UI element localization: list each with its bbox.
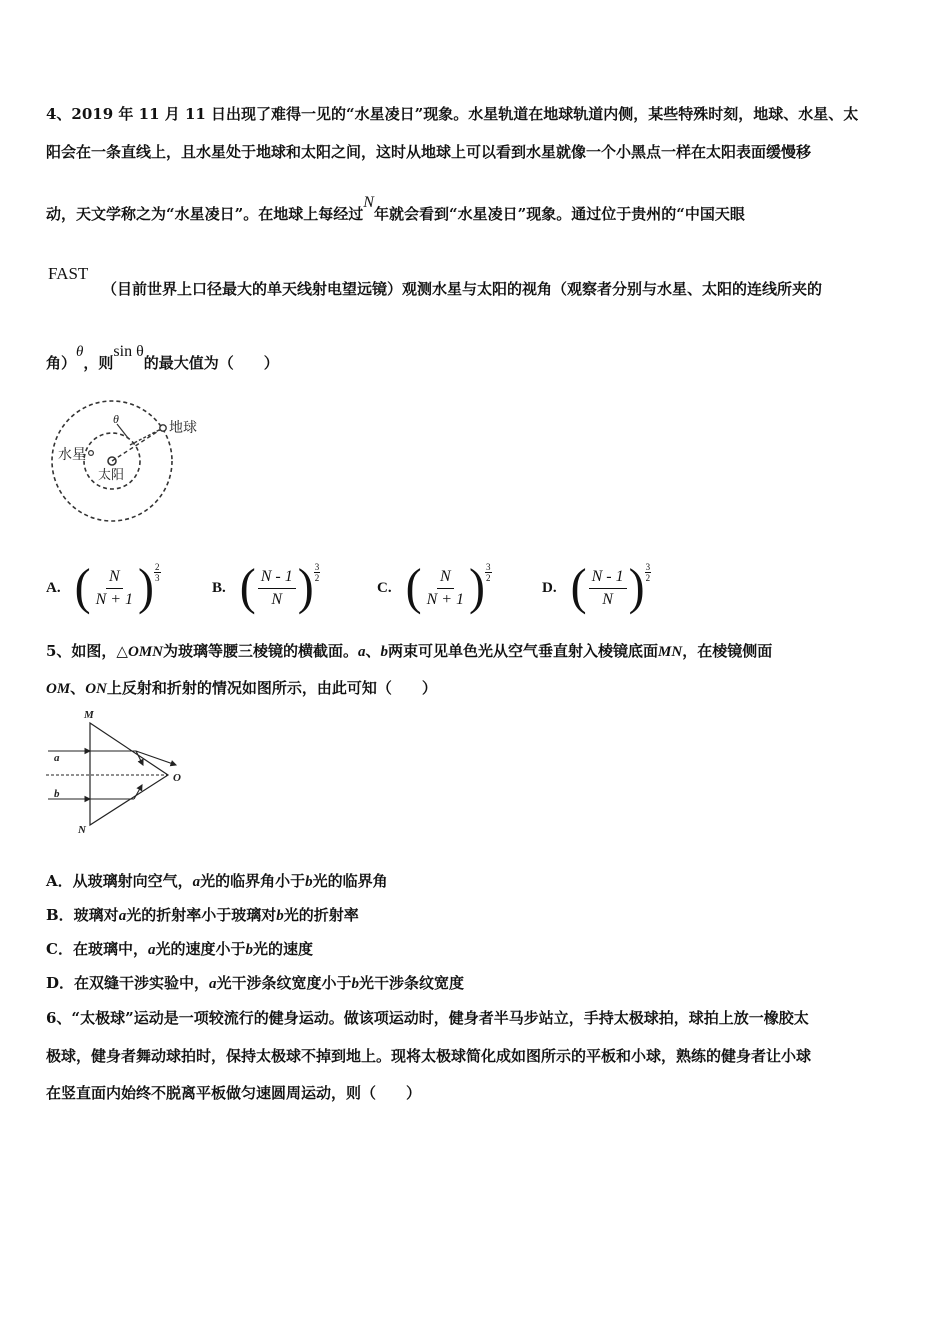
option-b-denominator: N xyxy=(271,590,283,608)
q5-option-a[interactable] xyxy=(46,870,910,891)
option-b-exp-den: 2 xyxy=(314,573,320,583)
option-a-label: A. xyxy=(46,579,61,596)
q5-option-a-x: a xyxy=(192,874,201,890)
q4-option-b[interactable] xyxy=(212,560,320,616)
q5-line-1-part-c: 两束可见单色光从空气垂直射入棱镜底面 xyxy=(388,642,659,660)
q5-option-b-x: a xyxy=(118,908,127,924)
symbol-theta: θ xyxy=(76,344,84,360)
left-paren-icon: ( xyxy=(570,559,587,616)
option-a-exp-den: 3 xyxy=(155,573,160,583)
q5-option-d-y: b xyxy=(351,976,360,992)
option-d-exp-den: 2 xyxy=(645,573,651,583)
q5-option-b[interactable] xyxy=(46,904,910,925)
fig-label-b: b xyxy=(54,788,60,800)
option-d-numerator: N - 1 xyxy=(589,568,627,589)
q4-line-2: 阳会在一条直线上，且水星处于地球和太阳之间，这时从地球上可以看到水星就像一个小黑点一样在太阳表面缓慢移 xyxy=(46,143,812,161)
q5-option-c-y: b xyxy=(245,942,253,958)
option-d-label: D. xyxy=(542,579,557,596)
fig-earth-label: 地球 xyxy=(169,421,197,436)
option-a-numerator: N xyxy=(106,568,123,589)
q4-line-5 xyxy=(46,343,910,373)
orbit-diagram xyxy=(46,395,216,530)
fig-label-N: N xyxy=(78,824,86,836)
q5-mn: MN xyxy=(658,644,683,660)
q5-sep: 、 xyxy=(365,642,381,660)
option-c-fraction xyxy=(424,568,467,609)
q4-line-4: （目前世界上口径最大的单天线射电望远镜）观测水星与太阳的视角（观察者分别与水星、太阳的连线所夹的 xyxy=(102,280,823,298)
q5-option-d-mid: 光干涉条纹宽度小于 xyxy=(216,974,352,992)
left-paren-icon: ( xyxy=(405,559,422,616)
q5-a: a xyxy=(358,644,366,660)
q4-line-5-part-b: ，则 xyxy=(83,354,114,372)
fig-label-M: M xyxy=(84,709,94,721)
option-c-exp-den: 2 xyxy=(486,573,491,583)
q4-option-d[interactable] xyxy=(542,560,651,616)
q4-line-3-part-b: 年就会看到“水星凌日”现象。通过位于贵州的“中国天眼 xyxy=(373,205,745,223)
option-a-denominator: N + 1 xyxy=(95,590,134,608)
q5-line-2-part-b: 上反射和折射的情况如图所示，由此可知（ ） xyxy=(106,679,437,697)
option-b-label: B. xyxy=(212,579,226,596)
q5-sep-2: 、 xyxy=(70,679,86,697)
option-c-exp-num: 3 xyxy=(486,562,491,572)
q4-line-3 xyxy=(46,194,910,224)
q5-on: ON xyxy=(85,681,107,697)
q4-line-5-part-c: 的最大值为（ ） xyxy=(143,354,279,372)
symbol-N: N xyxy=(363,194,374,211)
sight-line xyxy=(112,428,163,461)
q5-option-b-suffix: 光的折射率 xyxy=(283,906,359,924)
option-c-label: C. xyxy=(377,579,392,596)
mercury-marker xyxy=(89,451,94,456)
q5-line-1-part-d: ，在棱镜侧面 xyxy=(682,642,773,660)
fast-label: FAST xyxy=(48,264,89,283)
right-paren-icon: ) xyxy=(469,559,486,616)
q5-option-a-prefix: A．从玻璃射向空气， xyxy=(46,872,193,890)
prism-diagram xyxy=(46,705,191,840)
q4-line-5-part-a: 角） xyxy=(46,354,77,372)
q6-line-3: 在竖直面内始终不脱离平板做匀速圆周运动，则（ ） xyxy=(46,1084,422,1102)
option-b-numerator: N - 1 xyxy=(258,568,296,589)
q4-option-c[interactable] xyxy=(377,560,492,616)
q5-option-b-prefix: B．玻璃对 xyxy=(46,906,119,924)
q5-option-b-y: b xyxy=(276,908,284,924)
fig-sun-label: 太阳 xyxy=(98,467,125,482)
right-paren-icon: ) xyxy=(297,559,314,616)
right-paren-icon: ) xyxy=(628,559,645,616)
q5-option-c-x: a xyxy=(147,942,156,958)
q5-option-d[interactable] xyxy=(46,972,910,993)
q5-line-1-part-b: 为玻璃等腰三棱镜的横截面。 xyxy=(163,642,359,660)
q4-option-a[interactable] xyxy=(46,560,161,616)
q4-line-1: 4、2019 年 11 月 11 日出现了难得一见的“水星凌日”现象。水星轨道在地球轨道内侧，某些特殊时刻，地球、水星、太 xyxy=(46,105,859,123)
symbol-sin-theta: sin θ xyxy=(113,343,144,360)
q5-option-d-x: a xyxy=(209,976,217,992)
q5-omn: OMN xyxy=(127,644,163,660)
prism-triangle xyxy=(90,723,168,825)
option-d-exp-num: 3 xyxy=(645,562,651,572)
q5-line-1-part-a: 5、如图，△ xyxy=(46,642,128,660)
fig-label-O: O xyxy=(173,772,181,784)
q6-line-2: 极球，健身者舞动球拍时，保持太极球不掉到地上。现将太极球简化成如图所示的平板和小球，熟练的健身者让小球 xyxy=(46,1047,812,1065)
option-d-denominator: N xyxy=(602,590,613,608)
option-a-fraction xyxy=(93,568,136,609)
right-paren-icon: ) xyxy=(138,559,155,616)
fig-label-a: a xyxy=(54,752,60,764)
q5-option-a-suffix: 光的临界角 xyxy=(312,872,388,890)
option-c-exponent xyxy=(485,562,492,583)
left-paren-icon: ( xyxy=(239,559,256,616)
q5-option-b-mid: 光的折射率小于玻璃对 xyxy=(126,906,277,924)
q4-line-3-part-a: 动，天文学称之为“水星凌日”。在地球上每经过 xyxy=(46,205,364,223)
earth-marker xyxy=(160,425,166,431)
option-a-exponent xyxy=(154,562,161,583)
option-d-exponent xyxy=(645,562,652,583)
option-c-numerator: N xyxy=(437,568,454,589)
q5-line-1 xyxy=(46,640,910,661)
option-c-denominator: N + 1 xyxy=(426,590,465,608)
q5-option-d-prefix: D．在双缝干涉实验中， xyxy=(46,974,210,992)
fig-theta-label: θ xyxy=(113,412,119,426)
q5-option-c[interactable] xyxy=(46,938,910,959)
q5-option-c-prefix: C．在玻璃中， xyxy=(46,940,148,958)
q5-line-2 xyxy=(46,677,910,698)
q5-b: b xyxy=(380,644,389,660)
q5-option-c-suffix: 光的速度 xyxy=(252,940,313,958)
q5-option-d-suffix: 光干涉条纹宽度 xyxy=(359,974,465,992)
option-d-fraction xyxy=(589,568,627,609)
option-b-fraction xyxy=(258,568,296,609)
fig-mercury-label: 水星 xyxy=(58,448,86,463)
q5-option-a-y: b xyxy=(305,874,313,890)
option-b-exp-num: 3 xyxy=(314,562,320,572)
q6-line-1: 6、“太极球”运动是一项较流行的健身运动。做该项运动时，健身者半马步站立，手持太极球拍，球拍上放一橡胶太 xyxy=(46,1009,809,1027)
option-b-exponent xyxy=(314,562,321,583)
sight-line-2 xyxy=(130,428,163,445)
left-paren-icon: ( xyxy=(74,559,91,616)
q5-option-c-mid: 光的速度小于 xyxy=(155,940,246,958)
q5-option-a-mid: 光的临界角小于 xyxy=(200,872,306,890)
option-a-exp-num: 2 xyxy=(155,562,160,572)
q5-om: OM xyxy=(46,681,71,697)
